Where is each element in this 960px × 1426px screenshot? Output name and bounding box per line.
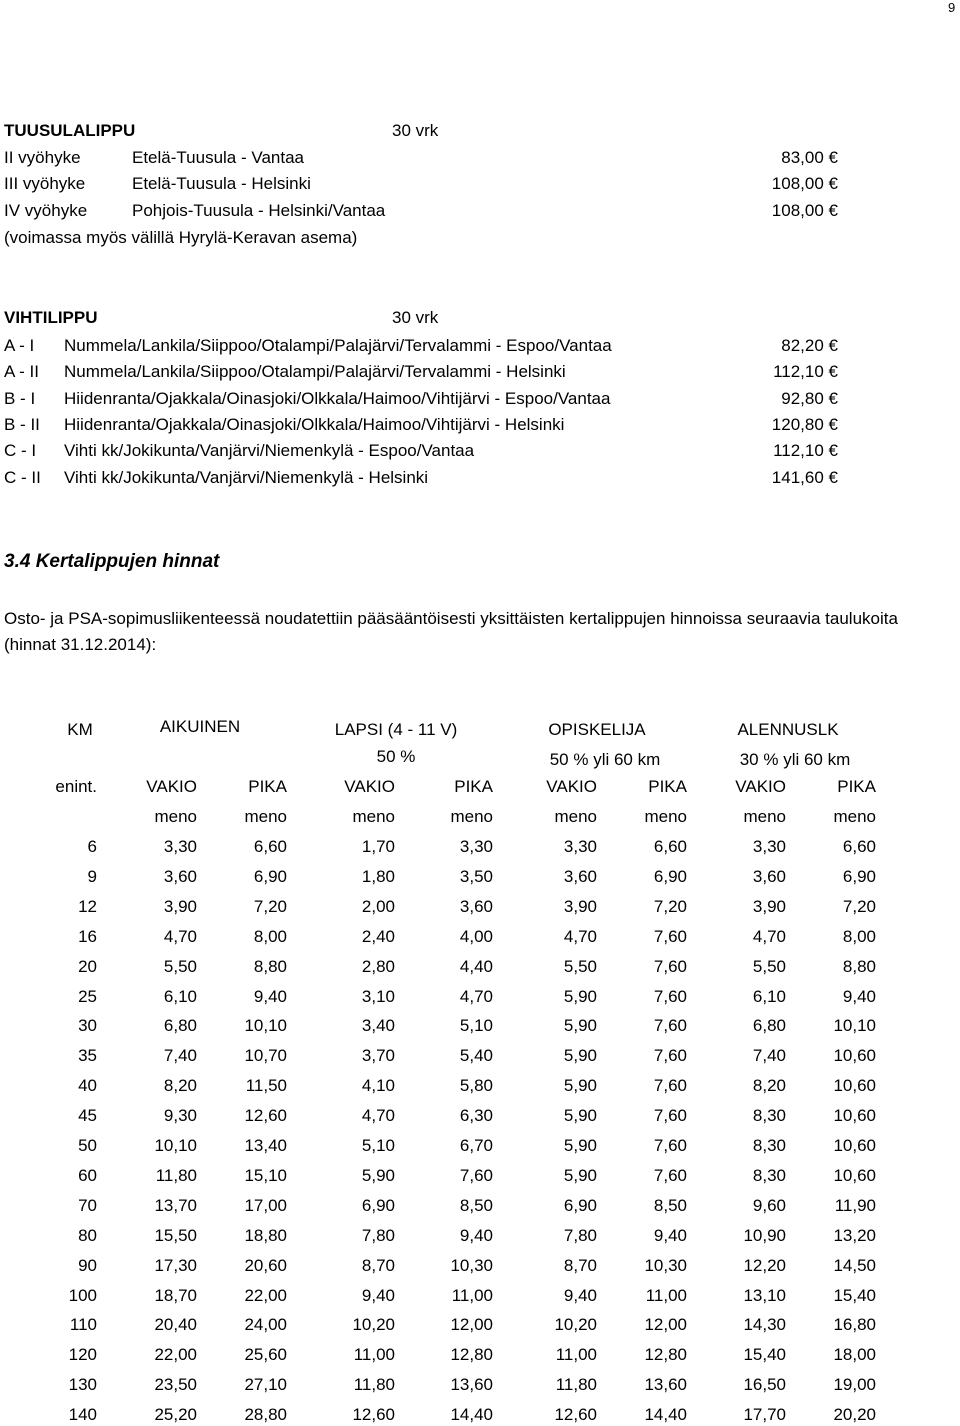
- vihti-route: Hiidenranta/Ojakkala/Oinasjoki/Olkkala/Haimoo/Vihtijärvi - Espoo/Vantaa: [64, 389, 611, 408]
- fare-cell: 11,80: [155, 1166, 197, 1185]
- fare-cell: 3,90: [752, 897, 786, 916]
- fare-cell: 10,20: [554, 1315, 597, 1334]
- header-km: KM: [67, 720, 93, 739]
- fare-cell: 7,40: [163, 1046, 197, 1065]
- fare-cell: 17,70: [743, 1405, 786, 1424]
- fare-cell: 5,90: [563, 1046, 597, 1065]
- vihti-zone: A - II: [4, 362, 39, 381]
- fare-cell: 6,60: [253, 837, 287, 856]
- fare-cell: 16,50: [743, 1375, 786, 1394]
- fare-cell: 20,60: [244, 1256, 287, 1275]
- euro-sign: €: [828, 336, 838, 355]
- fare-cell: 9,40: [653, 1226, 687, 1245]
- fare-cell: 8,30: [752, 1106, 786, 1125]
- fare-cell: 3,90: [563, 897, 597, 916]
- fare-cell: 7,60: [653, 987, 687, 1006]
- fare-cell: 6,90: [653, 867, 687, 886]
- fare-cell: 6,90: [563, 1196, 597, 1215]
- vihti-price: 92,80 €: [781, 389, 838, 408]
- fare-cell: 5,90: [563, 1166, 597, 1185]
- km-cell: 50: [78, 1136, 97, 1155]
- km-cell: 80: [78, 1226, 97, 1245]
- km-cell: 40: [78, 1076, 97, 1095]
- header-direction: meno: [154, 807, 197, 826]
- fare-cell: 7,60: [653, 1016, 687, 1035]
- fare-cell: 9,40: [563, 1286, 597, 1305]
- km-cell: 100: [68, 1286, 97, 1305]
- fare-cell: 7,20: [653, 897, 687, 916]
- fare-cell: 10,60: [833, 1166, 876, 1185]
- vihti-route: Vihti kk/Jokikunta/Vanjärvi/Niemenkylä - Helsinki: [64, 468, 429, 487]
- tuusula-route: Etelä-Tuusula - Helsinki: [132, 174, 311, 193]
- fare-cell: 15,40: [833, 1286, 876, 1305]
- fare-cell: 1,80: [361, 867, 395, 886]
- fare-cell: 8,30: [752, 1166, 786, 1185]
- header-type: PIKA: [454, 777, 493, 796]
- fare-cell: 2,40: [361, 927, 395, 946]
- km-cell: 130: [68, 1375, 97, 1394]
- fare-cell: 10,90: [743, 1226, 786, 1245]
- fare-cell: 18,70: [154, 1286, 197, 1305]
- fare-cell: 7,60: [653, 927, 687, 946]
- tuusula-zone: II vyöhyke: [4, 148, 81, 167]
- section-heading: 3.4 Kertalippujen hinnat: [4, 551, 220, 572]
- fare-cell: 25,20: [154, 1405, 197, 1424]
- fare-cell: 13,60: [644, 1375, 687, 1394]
- fare-cell: 15,50: [154, 1226, 197, 1245]
- fare-cell: 6,10: [752, 987, 786, 1006]
- header-child-sub: 50 %: [376, 747, 416, 766]
- km-cell: 45: [78, 1106, 97, 1125]
- fare-cell: 17,30: [154, 1256, 197, 1275]
- tuusula-period: 30 vrk: [392, 121, 439, 140]
- fare-cell: 5,50: [563, 957, 597, 976]
- fare-cell: 12,80: [450, 1345, 493, 1364]
- fare-cell: 2,80: [361, 957, 395, 976]
- fare-cell: 4,70: [163, 927, 197, 946]
- vihti-zone: A - I: [4, 336, 35, 355]
- fare-cell: 10,70: [244, 1046, 287, 1065]
- header-type: PIKA: [648, 777, 687, 796]
- km-cell: 60: [78, 1166, 97, 1185]
- header-direction: meno: [644, 807, 687, 826]
- fare-cell: 19,00: [833, 1375, 876, 1394]
- fare-cell: 8,50: [653, 1196, 687, 1215]
- fare-cell: 11,80: [555, 1375, 597, 1394]
- fare-cell: 10,60: [833, 1136, 876, 1155]
- fare-cell: 7,20: [253, 897, 287, 916]
- tuusula-zone: III vyöhyke: [4, 174, 86, 193]
- km-cell: 12: [78, 897, 97, 916]
- fare-cell: 4,70: [361, 1106, 395, 1125]
- fare-cell: 14,30: [743, 1315, 786, 1334]
- fare-cell: 12,60: [554, 1405, 597, 1424]
- km-cell: 16: [78, 927, 97, 946]
- header-direction: meno: [244, 807, 287, 826]
- fare-cell: 7,80: [361, 1226, 395, 1245]
- vihti-route: Vihti kk/Jokikunta/Vanjärvi/Niemenkylä - Espoo/Vantaa: [64, 441, 475, 460]
- km-cell: 25: [78, 987, 97, 1006]
- vihti-zone: C - I: [4, 441, 37, 460]
- fare-cell: 7,80: [563, 1226, 597, 1245]
- fare-cell: 9,40: [459, 1226, 493, 1245]
- fare-cell: 11,00: [555, 1345, 597, 1364]
- fare-cell: 27,10: [244, 1375, 287, 1394]
- fare-cell: 16,80: [833, 1315, 876, 1334]
- fare-cell: 6,80: [752, 1016, 786, 1035]
- fare-cell: 3,70: [361, 1046, 395, 1065]
- euro-sign: €: [828, 468, 838, 487]
- tuusula-route: Pohjois-Tuusula - Helsinki/Vantaa: [132, 201, 386, 220]
- fare-cell: 7,40: [752, 1046, 786, 1065]
- fare-cell: 1,70: [361, 837, 395, 856]
- euro-sign: €: [828, 389, 838, 408]
- fare-cell: 5,90: [361, 1166, 395, 1185]
- vihti-price: 82,20 €: [781, 336, 838, 355]
- header-child: LAPSI (4 - 11 V): [334, 720, 458, 739]
- tuusula-price: 83,00 €: [781, 148, 838, 167]
- fare-cell: 4,70: [459, 987, 493, 1006]
- fare-cell: 18,80: [244, 1226, 287, 1245]
- tuusula-title: TUUSULALIPPU: [4, 121, 136, 140]
- km-cell: 120: [68, 1345, 97, 1364]
- page-number: 9: [948, 0, 956, 15]
- fare-cell: 9,60: [752, 1196, 786, 1215]
- fare-cell: 13,70: [154, 1196, 197, 1215]
- fare-cell: 7,60: [653, 1106, 687, 1125]
- fare-cell: 10,10: [833, 1016, 876, 1035]
- fare-cell: 6,90: [253, 867, 287, 886]
- fare-cell: 8,20: [163, 1076, 197, 1095]
- euro-sign: €: [828, 148, 838, 167]
- header-type: VAKIO: [735, 777, 786, 796]
- fare-cell: 7,60: [653, 1166, 687, 1185]
- fare-cell: 3,30: [163, 837, 197, 856]
- fare-cell: 5,80: [459, 1076, 493, 1095]
- euro-sign: €: [828, 201, 838, 220]
- vihti-price: 112,10 €: [773, 362, 838, 381]
- fare-cell: 4,70: [752, 927, 786, 946]
- fare-cell: 9,40: [361, 1286, 395, 1305]
- tuusula-note: (voimassa myös välillä Hyrylä-Keravan asema): [4, 228, 358, 247]
- fare-cell: 6,80: [163, 1016, 197, 1035]
- tuusula-price: 108,00 €: [771, 201, 838, 220]
- fare-cell: 17,00: [244, 1196, 287, 1215]
- fare-cell: 20,40: [154, 1315, 197, 1334]
- fare-cell: 15,10: [244, 1166, 287, 1185]
- km-cell: 110: [69, 1315, 97, 1334]
- fare-cell: 5,90: [563, 1106, 597, 1125]
- header-discount: ALENNUSLK: [737, 720, 839, 739]
- fare-cell: 13,60: [450, 1375, 493, 1394]
- fare-cell: 14,50: [833, 1256, 876, 1275]
- fare-cell: 3,60: [163, 867, 197, 886]
- fare-cell: 3,30: [459, 837, 493, 856]
- fare-cell: 6,60: [653, 837, 687, 856]
- euro-sign: €: [828, 362, 838, 381]
- fare-cell: 8,20: [752, 1076, 786, 1095]
- fare-cell: 4,70: [563, 927, 597, 946]
- fare-cell: 11,00: [645, 1286, 687, 1305]
- km-cell: 30: [78, 1016, 97, 1035]
- fare-cell: 4,00: [459, 927, 493, 946]
- fare-cell: 10,10: [244, 1016, 287, 1035]
- header-type: VAKIO: [146, 777, 197, 796]
- fare-cell: 8,70: [361, 1256, 395, 1275]
- fare-cell: 18,00: [833, 1345, 876, 1364]
- fare-cell: 4,10: [361, 1076, 395, 1095]
- header-max: enint.: [55, 777, 97, 796]
- fare-cell: 2,00: [361, 897, 395, 916]
- header-student: OPISKELIJA: [548, 720, 646, 739]
- fare-cell: 8,70: [563, 1256, 597, 1275]
- fare-cell: 10,60: [833, 1076, 876, 1095]
- vihti-title: VIHTILIPPU: [4, 308, 98, 327]
- fare-cell: 7,20: [842, 897, 876, 916]
- euro-sign: €: [828, 415, 838, 434]
- fare-cell: 15,40: [743, 1345, 786, 1364]
- fare-cell: 5,50: [163, 957, 197, 976]
- fare-cell: 10,30: [644, 1256, 687, 1275]
- fare-cell: 5,90: [563, 987, 597, 1006]
- vihti-period: 30 vrk: [392, 308, 439, 327]
- fare-cell: 7,60: [653, 1136, 687, 1155]
- fare-cell: 11,90: [834, 1196, 876, 1215]
- fare-cell: 8,00: [842, 927, 876, 946]
- fare-cell: 12,00: [450, 1315, 493, 1334]
- header-direction: meno: [554, 807, 597, 826]
- fare-cell: 11,00: [451, 1286, 493, 1305]
- km-cell: 70: [78, 1196, 97, 1215]
- fare-cell: 8,00: [253, 927, 287, 946]
- fare-cell: 14,40: [644, 1405, 687, 1424]
- fare-cell: 8,80: [253, 957, 287, 976]
- fare-cell: 14,40: [450, 1405, 493, 1424]
- km-cell: 20: [78, 957, 97, 976]
- fare-cell: 3,40: [361, 1016, 395, 1035]
- fare-cell: 11,50: [245, 1076, 287, 1095]
- fare-cell: 5,90: [563, 1016, 597, 1035]
- fare-cell: 24,00: [244, 1315, 287, 1334]
- fare-cell: 10,60: [833, 1046, 876, 1065]
- tuusula-route: Etelä-Tuusula - Vantaa: [132, 148, 304, 167]
- fare-cell: 3,10: [361, 987, 395, 1006]
- tuusula-zone: IV vyöhyke: [4, 201, 88, 220]
- fare-cell: 9,30: [163, 1106, 197, 1125]
- header-type: VAKIO: [344, 777, 395, 796]
- fare-cell: 10,60: [833, 1106, 876, 1125]
- km-cell: 6: [87, 837, 97, 856]
- header-direction: meno: [743, 807, 786, 826]
- vihti-price: 112,10 €: [773, 441, 838, 460]
- fare-cell: 13,40: [244, 1136, 287, 1155]
- fare-cell: 8,30: [752, 1136, 786, 1155]
- vihti-route: Nummela/Lankila/Siippoo/Otalampi/Palajärvi/Tervalammi - Helsinki: [64, 362, 566, 381]
- fare-cell: 13,10: [743, 1286, 786, 1305]
- fare-cell: 12,80: [644, 1345, 687, 1364]
- fare-cell: 12,60: [244, 1106, 287, 1125]
- fare-cell: 6,60: [842, 837, 876, 856]
- header-direction: meno: [450, 807, 493, 826]
- fare-cell: 3,30: [752, 837, 786, 856]
- fare-cell: 7,60: [653, 1046, 687, 1065]
- km-cell: 90: [78, 1256, 97, 1275]
- fare-cell: 6,70: [459, 1136, 493, 1155]
- header-student-sub: 50 % yli 60 km: [549, 750, 661, 769]
- fare-cell: 3,60: [459, 897, 493, 916]
- fare-cell: 5,10: [361, 1136, 395, 1155]
- fare-cell: 9,40: [253, 987, 287, 1006]
- fare-cell: 13,20: [833, 1226, 876, 1245]
- fare-cell: 5,40: [459, 1046, 493, 1065]
- fare-cell: 23,50: [154, 1375, 197, 1394]
- fare-cell: 5,50: [752, 957, 786, 976]
- section-intro: Osto- ja PSA-sopimusliikenteessä noudatettiin pääsääntöisesti yksittäisten kertalippujen hinnoissa seuraavia taulukoita (hinnat 31.12.2014):: [4, 609, 898, 654]
- fare-cell: 3,60: [563, 867, 597, 886]
- fare-cell: 3,90: [163, 897, 197, 916]
- fare-cell: 6,10: [163, 987, 197, 1006]
- fare-cell: 7,60: [653, 1076, 687, 1095]
- fare-cell: 5,90: [563, 1076, 597, 1095]
- km-cell: 9: [87, 867, 97, 886]
- euro-sign: €: [828, 441, 838, 460]
- fare-cell: 3,60: [752, 867, 786, 886]
- fare-cell: 4,40: [459, 957, 493, 976]
- euro-sign: €: [828, 174, 838, 193]
- vihti-price: 120,80 €: [771, 415, 838, 434]
- header-direction: meno: [352, 807, 395, 826]
- vihti-price: 141,60 €: [771, 468, 838, 487]
- km-cell: 140: [68, 1405, 97, 1424]
- header-type: PIKA: [837, 777, 876, 796]
- fare-cell: 10,10: [154, 1136, 197, 1155]
- vihti-route: Hiidenranta/Ojakkala/Oinasjoki/Olkkala/Haimoo/Vihtijärvi - Helsinki: [64, 415, 565, 434]
- fare-cell: 12,20: [743, 1256, 786, 1275]
- vihti-zone: C - II: [4, 468, 41, 487]
- header-discount-sub: 30 % yli 60 km: [739, 750, 851, 769]
- fare-cell: 20,20: [833, 1405, 876, 1424]
- fare-cell: 8,50: [459, 1196, 493, 1215]
- header-adult: AIKUINEN: [159, 717, 241, 736]
- fare-cell: 7,60: [459, 1166, 493, 1185]
- fare-cell: 7,60: [653, 957, 687, 976]
- fare-cell: 22,00: [154, 1345, 197, 1364]
- fare-cell: 28,80: [244, 1405, 287, 1424]
- fare-cell: 9,40: [842, 987, 876, 1006]
- fare-cell: 10,30: [450, 1256, 493, 1275]
- fare-cell: 11,80: [353, 1375, 395, 1394]
- fare-cell: 25,60: [244, 1345, 287, 1364]
- fare-cell: 3,30: [563, 837, 597, 856]
- fare-cell: 12,00: [644, 1315, 687, 1334]
- fare-cell: 12,60: [352, 1405, 395, 1424]
- header-type: PIKA: [248, 777, 287, 796]
- vihti-route: Nummela/Lankila/Siippoo/Otalampi/Palajärvi/Tervalammi - Espoo/Vantaa: [64, 336, 612, 355]
- vihti-zone: B - II: [4, 415, 40, 434]
- fare-cell: 6,30: [459, 1106, 493, 1125]
- fare-cell: 11,00: [353, 1345, 395, 1364]
- fare-cell: 5,10: [459, 1016, 493, 1035]
- fare-cell: 8,80: [842, 957, 876, 976]
- vihti-zone: B - I: [4, 389, 36, 408]
- fare-cell: 6,90: [361, 1196, 395, 1215]
- km-cell: 35: [78, 1046, 97, 1065]
- fare-cell: 3,50: [459, 867, 493, 886]
- tuusula-price: 108,00 €: [771, 174, 838, 193]
- header-type: VAKIO: [546, 777, 597, 796]
- fare-cell: 6,90: [842, 867, 876, 886]
- fare-cell: 5,90: [563, 1136, 597, 1155]
- fare-cell: 22,00: [244, 1286, 287, 1305]
- header-direction: meno: [833, 807, 876, 826]
- fare-cell: 10,20: [352, 1315, 395, 1334]
